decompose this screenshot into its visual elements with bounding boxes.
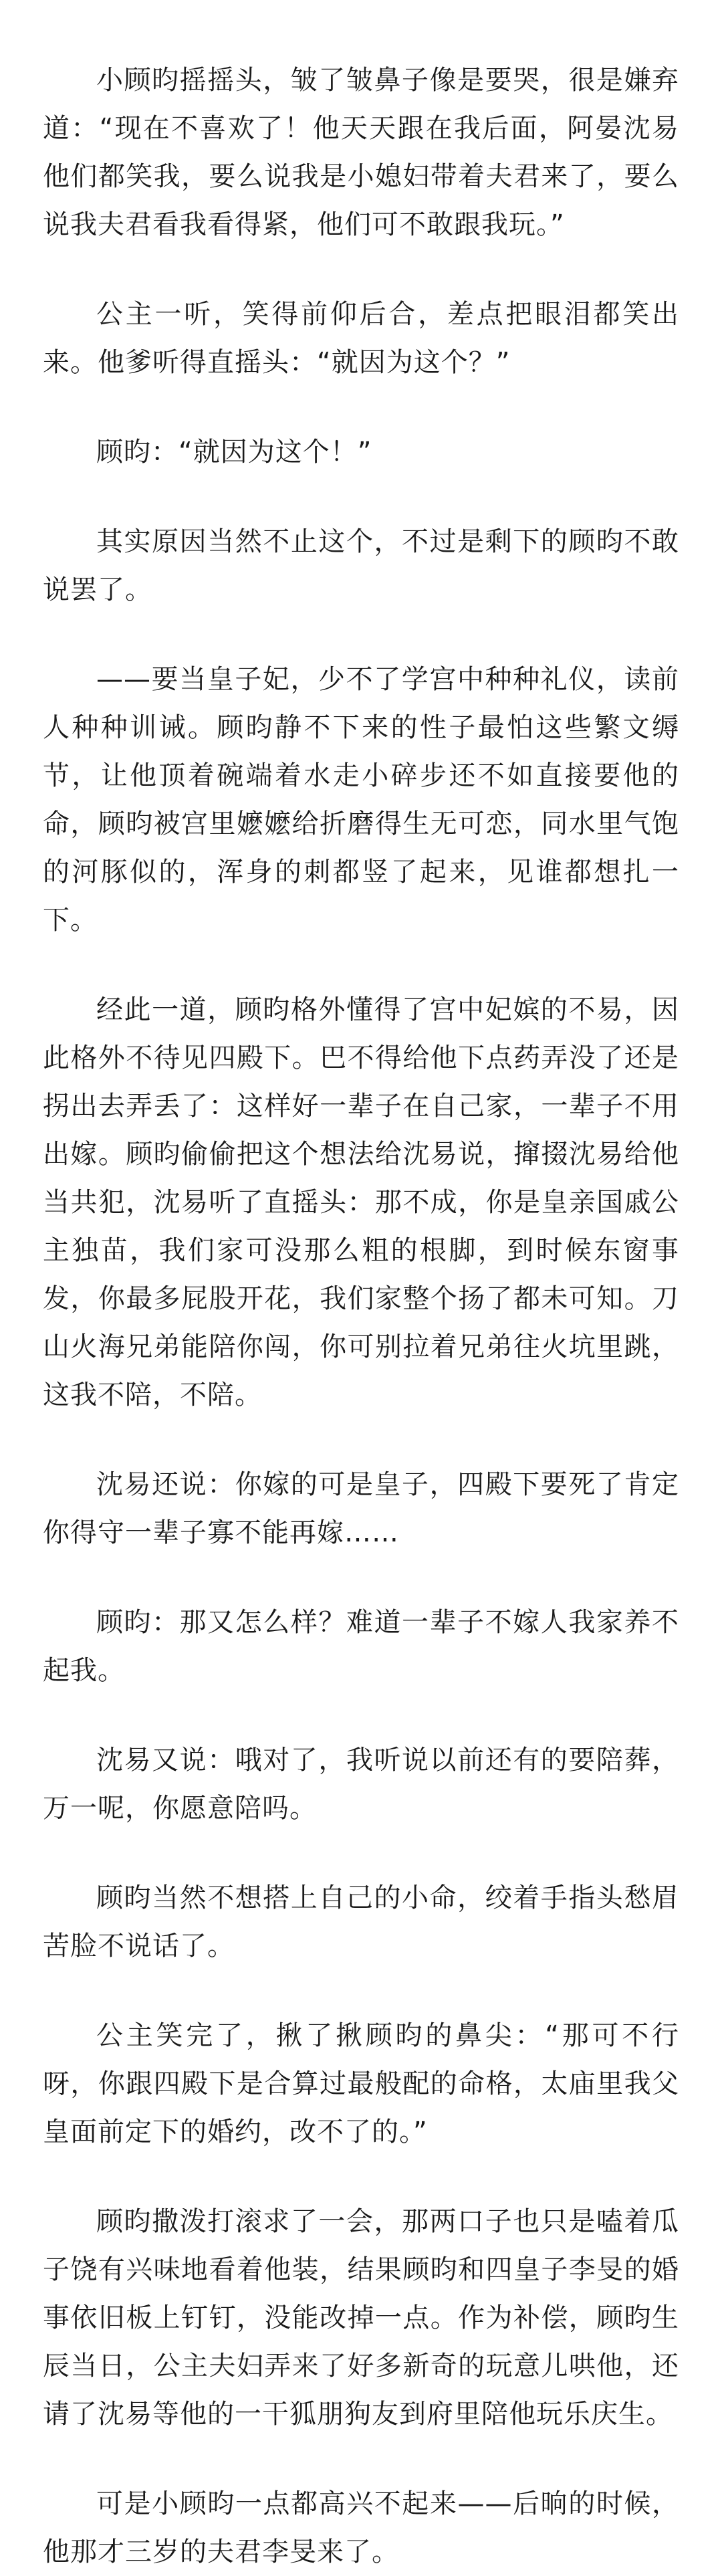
paragraph-13: 可是小顾昀一点都高兴不起来——后晌的时候，他那才三岁的夫君李旻来了。 <box>43 2488 679 2567</box>
paragraph-12: 顾昀撒泼打滚求了一会，那两口子也只是嗑着瓜子饶有兴味地看着他装，结果顾昀和四皇子李旻的婚事依旧板上钉钉，没能改掉一点。作为补偿，顾昀生辰当日，公主夫妇弄来了好多新奇的玩意儿哄他，还请了沈易等他的一干狐朋狗友到府里陪他玩乐庆生。 <box>43 2206 679 2430</box>
paragraph-5: ——要当皇子妃，少不了学宫中种种礼仪，读前人种种训诫。顾昀静不下来的性子最怕这些繁文缛节，让他顶着碗端着水走小碎步还不如直接要他的命，顾昀被宫里嬷嬷给折磨得生无可恋，同水里气饱的河豚似的，浑身的刺都竖了起来，见谁都想扎一下。 <box>43 664 679 936</box>
paragraph-6: 经此一道，顾昀格外懂得了宫中妃嫔的不易，因此格外不待见四殿下。巴不得给他下点药弄没了还是拐出去弄丢了：这样好一辈子在自己家，一辈子不用出嫁。顾昀偷偷把这个想法给沈易说，撺掇沈易给他当共犯，沈易听了直摇头：那不成，你是皇亲国戚公主独苗，我们家可没那么粗的根脚，到时候东窗事发，你最多屁股开花，我们家整个扬了都未可知。刀山火海兄弟能陪你闯，你可别拉着兄弟往火坑里跳，这我不陪，不陪。 <box>43 994 679 1410</box>
paragraph-10: 顾昀当然不想搭上自己的小命，绞着手指头愁眉苦脸不说话了。 <box>43 1883 679 1961</box>
paragraph-4: 其实原因当然不止这个，不过是剩下的顾昀不敢说罢了。 <box>43 526 679 605</box>
paragraph-3: 顾昀：“就因为这个！” <box>96 437 372 467</box>
paragraph-2: 公主一听，笑得前仰后合，差点把眼泪都笑出来。他爹听得直摇头：“就因为这个？” <box>43 299 679 378</box>
paragraph-7: 沈易还说：你嫁的可是皇子，四殿下要死了肯定你得守一辈子寡不能再嫁…… <box>43 1469 679 1548</box>
paragraph-11: 公主笑完了，揪了揪顾昀的鼻尖：“那可不行呀，你跟四殿下是合算过最般配的命格，太庙里我父皇面前定下的婚约，改不了的。” <box>43 2020 679 2147</box>
paragraph-8: 顾昀：那又怎么样？难道一辈子不嫁人我家养不起我。 <box>43 1607 679 1686</box>
paragraph-9: 沈易又说：哦对了，我听说以前还有的要陪葬，万一呢，你愿意陪吗。 <box>43 1745 679 1824</box>
paragraph-1: 小顾昀摇摇头，皱了皱鼻子像是要哭，很是嫌弃道：“现在不喜欢了！他天天跟在我后面，阿晏沈易他们都笑我，要么说我是小媳妇带着夫君来了，要么说我夫君看我看得紧，他们可不敢跟我玩。” <box>43 65 679 240</box>
